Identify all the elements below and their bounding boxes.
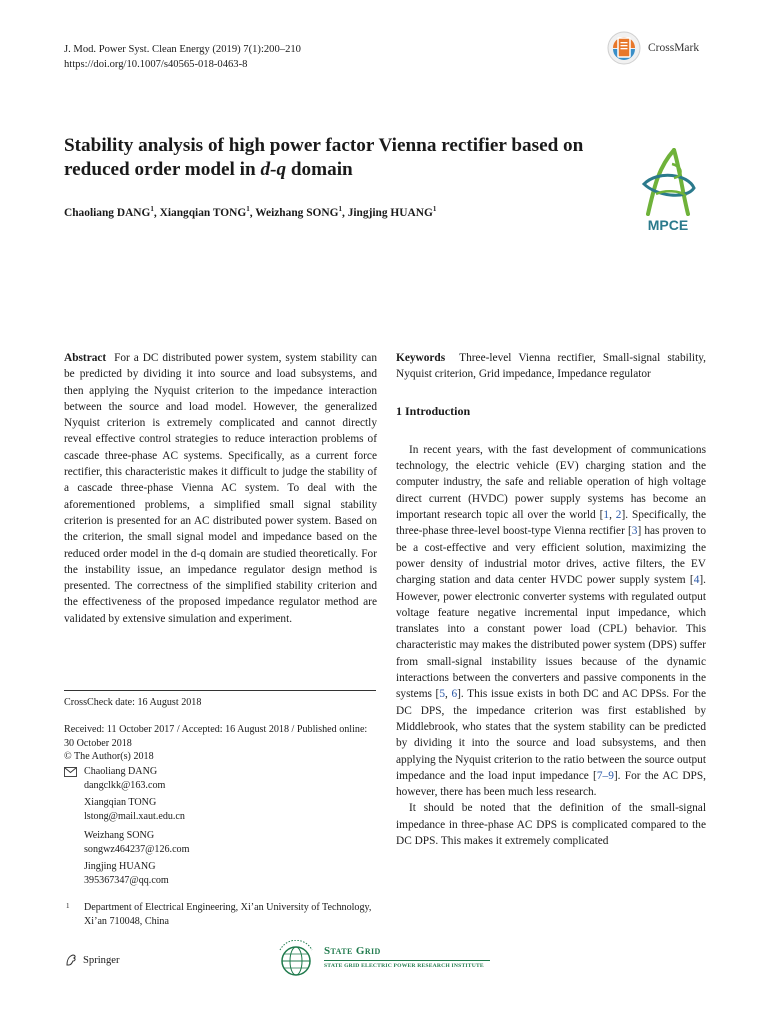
citation-link[interactable]: 2 bbox=[615, 509, 622, 522]
citation-link[interactable]: 5 bbox=[439, 688, 445, 701]
crossmark-icon bbox=[606, 30, 642, 66]
abstract-label: Abstract bbox=[64, 352, 107, 364]
mpce-emblem-icon bbox=[628, 148, 708, 234]
author-affil: 1 bbox=[150, 205, 154, 213]
contact-entry bbox=[84, 765, 165, 792]
contact-name: Xiangqian TONG bbox=[84, 797, 157, 808]
author-affil: 1 bbox=[432, 205, 437, 213]
state-grid-divider bbox=[324, 960, 490, 961]
intro-paragraph-2: It should be noted that the definition of the small-signal impedance in three-phase AC DPS is complicated compared to the DC DPS. This makes it extremely complicated bbox=[396, 802, 706, 848]
paper-title bbox=[64, 134, 624, 182]
citation-link[interactable]: 6 bbox=[451, 688, 458, 701]
springer-horse-icon bbox=[64, 953, 78, 967]
state-grid-subtitle: STATE GRID ELECTRIC POWER RESEARCH INSTITUTE bbox=[324, 963, 484, 969]
footnote-number: 1 bbox=[66, 902, 70, 910]
contact-name: Jingjing HUANG bbox=[84, 861, 156, 872]
contact-email[interactable]: 395367347@qq.com bbox=[84, 874, 169, 886]
crossmark-badge[interactable] bbox=[606, 30, 706, 66]
citation-link[interactable]: 3 bbox=[631, 525, 638, 538]
author-name: Weizhang SONG bbox=[255, 206, 339, 219]
intro-text-run: ]. This issue exists in both DC and AC DPSs. For the DC DPS, the impedance criterion was first established by Middlebrook, who states that the system stability can be predicted by dividing it into the source and load subsystems, and then applying the Nyquist criterion to the ratio between the source output impedance and the load input impedance [ bbox=[396, 688, 706, 782]
crossmark-label: CrossMark bbox=[648, 42, 700, 54]
intro-text-run: ] has proven to be a cost-effective and very efficient solution, maximizing the power density of industrial motor drives, active filters, the EV charging station and data center HVDC power supply system [ bbox=[396, 525, 706, 587]
author-affil: 1 bbox=[246, 205, 250, 213]
author-affil: 1 bbox=[338, 205, 342, 213]
intro-text-run: , bbox=[609, 509, 616, 522]
mpce-logo bbox=[628, 148, 708, 234]
intro-paragraph-1 bbox=[396, 442, 706, 801]
contact-email[interactable]: lstong@mail.xaut.edu.cn bbox=[84, 810, 185, 822]
journal-header bbox=[64, 42, 301, 72]
received-dates: Received: 11 October 2017 / Accepted: 16 August 2018 / Published online: 30 October 2018 bbox=[64, 724, 368, 749]
divider bbox=[64, 690, 376, 691]
mpce-text: MPCE bbox=[647, 217, 689, 233]
crosscheck-date: CrossCheck date: 16 August 2018 bbox=[64, 697, 202, 708]
intro-text-run: ]. However, power electronic converter systems with regulated output voltage feature negative incremental input impedance, which translates into a constant power load (CPL) behavior. This characteristic may makes the distributed power system (DPS) suffer from small-signal instability issues because of the dynamic interactions between the converters and passive components in the systems [ bbox=[396, 574, 706, 701]
copyright: © The Author(s) 2018 bbox=[64, 751, 154, 763]
author-name: Xiangqian TONG bbox=[159, 206, 247, 219]
contact-entry bbox=[84, 860, 169, 887]
contact-email[interactable]: songwz464237@126.com bbox=[84, 843, 190, 855]
contact-entry bbox=[84, 829, 189, 856]
intro-text-run: , bbox=[445, 688, 452, 701]
author-name: Chaoliang DANG bbox=[64, 206, 151, 219]
contact-name: Weizhang SONG bbox=[84, 830, 155, 841]
section-heading-introduction: 1 Introduction bbox=[396, 403, 471, 418]
intro-text-run: In recent years, with the fast development of communications technology, the electric vehicle (EV) charging station and the computer industry, the safe and reliable operation of high voltage direct current (HVDC) power supply systems has become an important research topic all over the world [ bbox=[396, 443, 706, 522]
citation-link[interactable]: 7–9 bbox=[596, 769, 614, 782]
state-grid-title: State Grid bbox=[324, 945, 381, 957]
contact-name: Chaoliang DANG bbox=[84, 766, 158, 777]
abstract-text: For a DC distributed power system, system stability can be predicted by dividing it into source and load subsystems, and then applying the Nyquist criterion to the impedance interaction between the source and load model. However, the generalized Nyquist criterion is extremely complicated and cannot directly reveal effective control strategies to reduce interaction problems of cascade three-phase AC systems. Specifically, as a current force rectifier, this characteristic makes it difficult to judge the stability of a cascade three-phase Vienna AC system. To deal with the aforementioned problems, a simplified small signal stability criterion is presented for an AC distributed power system. Based on the criterion, the small signal model and impedance based on the reduced order model in the d-q domain are studied theoretically. For the instability issue, an impedance regulator design method is presented. The correctness of the simplified stability criterion and the effectiveness of the proposed impedance regulator method are validated by extensive simulation and experiment. bbox=[64, 352, 377, 625]
author-name: Jingjing HUANG bbox=[347, 206, 433, 219]
publication-dates bbox=[64, 723, 376, 764]
contact-email[interactable]: dangclkk@163.com bbox=[84, 779, 166, 791]
author-list: Chaoliang DANG$^1$, Xiangqian TONG$^1$, Weizhang SONG$^1$, Jingjing HUANG$^1$ bbox=[64, 205, 437, 219]
envelope-icon bbox=[64, 767, 77, 780]
title-part2: domain bbox=[286, 159, 353, 180]
springer-logo bbox=[64, 953, 119, 967]
intro-text-run: ]. For the AC DPS, however, there has been much less research. bbox=[396, 769, 707, 799]
state-grid-logo bbox=[324, 945, 490, 969]
citation-link[interactable]: 4 bbox=[693, 574, 700, 587]
state-grid-globe-icon bbox=[276, 940, 316, 980]
keywords-label: Keywords bbox=[396, 352, 446, 364]
affiliation-footnote: Department of Electrical Engineering, Xi’an University of Technology, Xi’an 710048, China bbox=[84, 902, 372, 927]
citation-link[interactable]: 1 bbox=[603, 509, 610, 522]
keywords-text: Three-level Vienna rectifier, Small-signal stability, Nyquist criterion, Grid impedance, Impedance regulator bbox=[396, 352, 706, 381]
contact-entry bbox=[84, 796, 185, 823]
doi-link[interactable]: https://doi.org/10.1007/s40565-018-0463-8 bbox=[64, 59, 248, 70]
springer-label: Springer bbox=[83, 954, 120, 966]
intro-text-run: ]. Specifically, the three-phase three-level boost-type Vienna rectifier [ bbox=[396, 509, 706, 538]
title-italic: d-q bbox=[260, 159, 287, 180]
abstract-section bbox=[64, 350, 377, 627]
right-column bbox=[396, 350, 706, 849]
title-part1: Stability analysis of high power factor Vienna rectifier based on reduced order model in bbox=[64, 135, 584, 180]
journal-citation: J. Mod. Power Syst. Clean Energy (2019) 7(1):200–210 bbox=[64, 44, 301, 55]
